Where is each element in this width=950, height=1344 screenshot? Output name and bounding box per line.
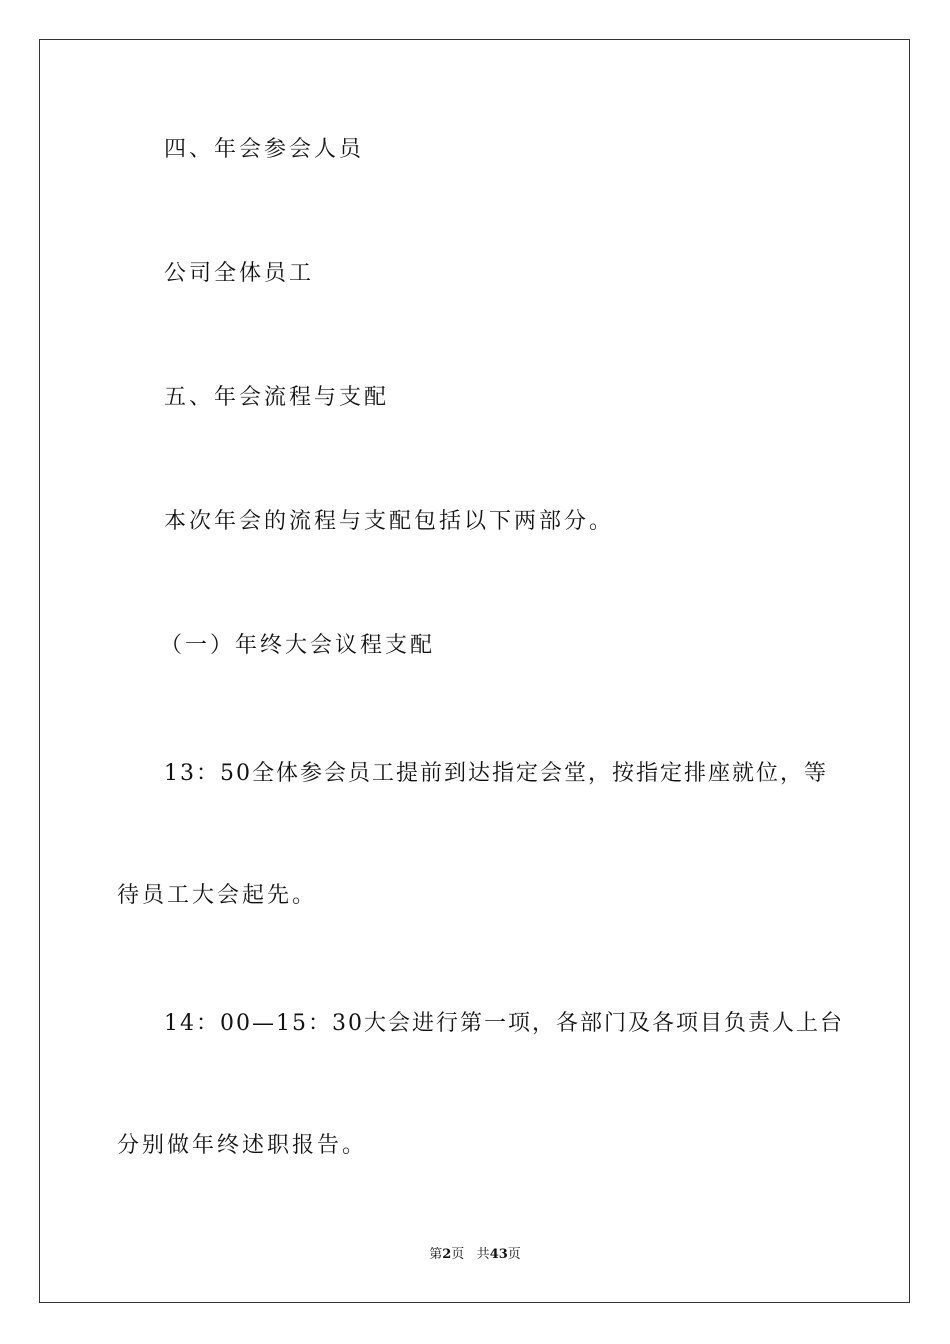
footer-page-number: 2 — [442, 1247, 452, 1262]
section-heading-participants: 四、年会参会人员 — [164, 137, 365, 162]
footer-prefix: 第 — [429, 1247, 443, 1262]
page-border — [39, 39, 910, 1303]
footer-total-pages: 43 — [489, 1247, 508, 1262]
footer-page-suffix: 页 — [451, 1247, 465, 1262]
footer-total-prefix: 共 — [476, 1247, 490, 1262]
subsection-heading-agenda: （一）年终大会议程支配 — [160, 633, 436, 658]
footer-total-suffix: 页 — [507, 1247, 521, 1262]
paragraph-agenda-item-1: 13：50全体参会员工提前到达指定会堂，按指定排座就位，等 — [164, 761, 828, 786]
paragraph-agenda-item-2: 14：00—15：30大会进行第一项，各部门及各项目负责人上台 — [164, 1011, 844, 1036]
paragraph-agenda-item-2-cont: 分别做年终述职报告。 — [117, 1133, 368, 1158]
paragraph-process-intro: 本次年会的流程与支配包括以下两部分。 — [164, 509, 615, 534]
paragraph-participants: 公司全体员工 — [164, 261, 315, 286]
page-footer — [0, 1247, 950, 1263]
section-heading-process: 五、年会流程与支配 — [164, 385, 390, 410]
paragraph-agenda-item-1-cont: 待员工大会起先。 — [117, 883, 318, 908]
